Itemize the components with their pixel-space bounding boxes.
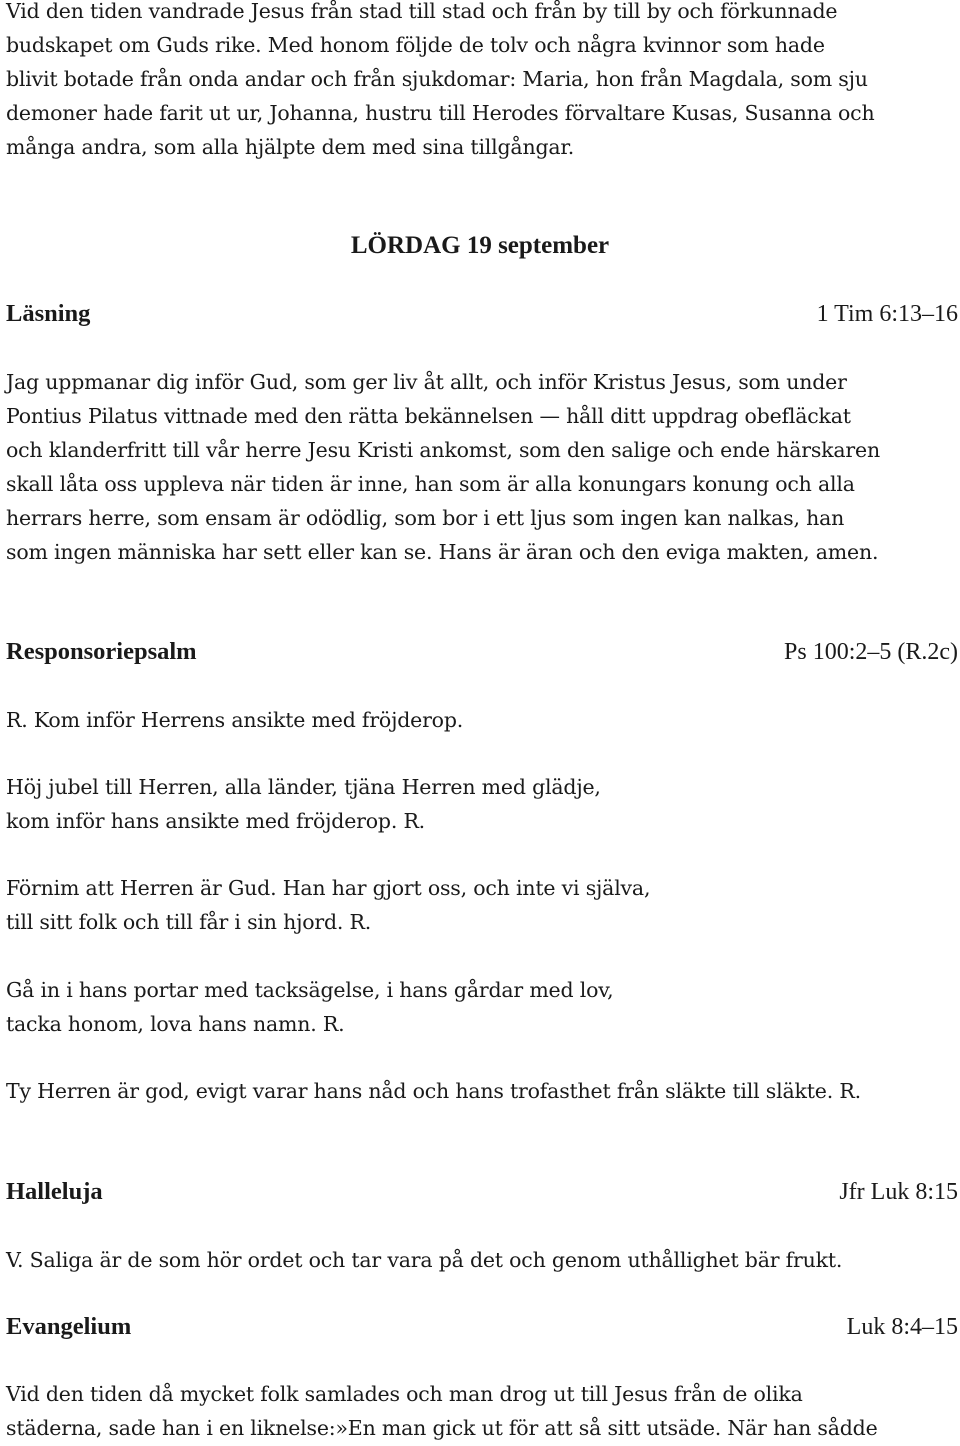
lasning-line: och klanderfritt till vår herre Jesu Kristi ankomst, som den salige och ende härskaren — [6, 438, 880, 462]
lasning-header — [6, 297, 958, 331]
psalm-stanza — [6, 973, 958, 1041]
psalm-stanza — [6, 871, 958, 939]
halleluja-verse — [6, 1243, 958, 1277]
intro-paragraph — [6, 0, 958, 164]
psalm-stanza-line: Gå in i hans portar med tacksägelse, i hans gårdar med lov, — [6, 978, 614, 1002]
lasning-text — [6, 365, 958, 569]
halleluja-title: Halleluja — [6, 1178, 103, 1205]
psalm-response — [6, 703, 958, 737]
evangelium-reference: Luk 8:4–15 — [846, 1314, 958, 1340]
psalm-stanza — [6, 770, 958, 838]
responsoriepsalm-title: Responsoriepsalm — [6, 638, 197, 665]
lasning-line: herrars herre, som ensam är odödlig, som bor i ett ljus som ingen kan nalkas, han — [6, 506, 845, 530]
lasning-title: Läsning — [6, 300, 91, 327]
intro-line: många andra, som alla hjälpte dem med sina tillgångar. — [6, 135, 575, 159]
psalm-stanza — [6, 1074, 958, 1108]
evangelium-text — [6, 1377, 958, 1445]
day-heading: LÖRDAG 19 september — [350, 232, 610, 259]
lasning-line: som ingen människa har sett eller kan se. Hans är äran och den eviga makten, amen. — [6, 540, 879, 564]
lasning-line: Jag uppmanar dig inför Gud, som ger liv åt allt, och inför Kristus Jesus, som under — [6, 370, 847, 394]
halleluja-header — [6, 1175, 958, 1209]
evangelium-title: Evangelium — [6, 1313, 132, 1340]
psalm-stanza-line: Förnim att Herren är Gud. Han har gjort oss, och inte vi själva, — [6, 876, 651, 900]
intro-line: budskapet om Guds rike. Med honom följde de tolv och några kvinnor som hade — [6, 33, 825, 57]
lasning-reference: 1 Tim 6:13–16 — [816, 301, 958, 327]
intro-line: blivit botade från onda andar och från sjukdomar: Maria, hon från Magdala, som sju — [6, 67, 868, 91]
lasning-line: skall låta oss uppleva när tiden är inne, han som är alla konungars konung och alla — [6, 472, 855, 496]
halleluja-verse-line: V. Saliga är de som hör ordet och tar vara på det och genom uthållighet bär frukt. — [6, 1248, 843, 1272]
psalm-stanza-line: kom inför hans ansikte med fröjderop. R. — [6, 809, 425, 833]
responsoriepsalm-reference: Ps 100:2–5 (R.2c) — [784, 639, 958, 665]
psalm-stanza-line: tacka honom, lova hans namn. R. — [6, 1012, 345, 1036]
psalm-stanza-line: Höj jubel till Herren, alla länder, tjäna Herren med glädje, — [6, 775, 601, 799]
intro-line: demoner hade farit ut ur, Johanna, hustru till Herodes förvaltare Kusas, Susanna och — [6, 101, 875, 125]
evangelium-line: Vid den tiden då mycket folk samlades och man drog ut till Jesus från de olika — [6, 1382, 803, 1406]
intro-line: Vid den tiden vandrade Jesus från stad till stad och från by till by och förkunnade — [6, 0, 838, 23]
evangelium-line: städerna, sade han i en liknelse:»En man gick ut för att så sitt utsäde. När han sådde — [6, 1416, 878, 1440]
evangelium-header — [6, 1310, 958, 1344]
halleluja-reference: Jfr Luk 8:15 — [839, 1179, 958, 1205]
lasning-line: Pontius Pilatus vittnade med den rätta bekännelsen — håll ditt uppdrag obefläckat — [6, 404, 851, 428]
responsoriepsalm-header — [6, 635, 958, 669]
psalm-response-line: R. Kom inför Herrens ansikte med fröjderop. — [6, 708, 464, 732]
psalm-stanza-line: Ty Herren är god, evigt varar hans nåd och hans trofasthet från släkte till släkte. R. — [6, 1079, 861, 1103]
psalm-stanza-line: till sitt folk och till får i sin hjord. R. — [6, 910, 372, 934]
